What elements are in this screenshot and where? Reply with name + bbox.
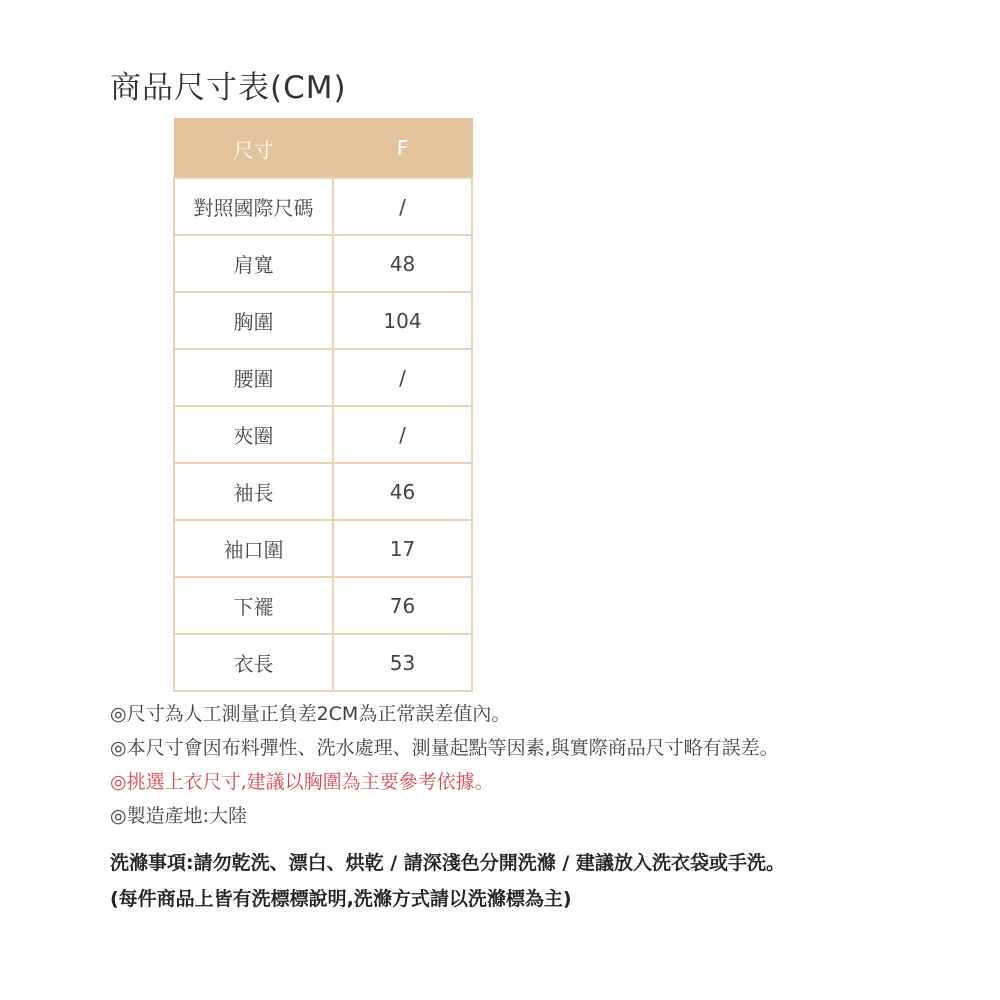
header-f: F bbox=[333, 119, 472, 179]
row-label: 袖長 bbox=[174, 463, 333, 520]
row-value: 48 bbox=[333, 235, 472, 292]
page-title: 商品尺寸表(CM) bbox=[110, 70, 347, 106]
care-section bbox=[110, 845, 990, 917]
table-row bbox=[174, 349, 472, 406]
row-value: / bbox=[333, 349, 472, 406]
row-value: 53 bbox=[333, 634, 472, 691]
row-value: 76 bbox=[333, 577, 472, 634]
note-origin: ◎製造產地:大陸 bbox=[110, 805, 247, 827]
table-row bbox=[174, 292, 472, 349]
row-label: 衣長 bbox=[174, 634, 333, 691]
table-row bbox=[174, 463, 472, 520]
care-instructions: 洗滌事項:請勿乾洗、漂白、烘乾 / 請深淺色分開洗滌 / 建議放入洗衣袋或手洗。 bbox=[110, 852, 785, 874]
row-label: 對照國際尺碼 bbox=[174, 178, 333, 235]
size-table bbox=[173, 118, 473, 692]
table-row bbox=[174, 235, 472, 292]
row-label: 袖口圍 bbox=[174, 520, 333, 577]
row-value: / bbox=[333, 178, 472, 235]
row-label: 胸圍 bbox=[174, 292, 333, 349]
header-size: 尺寸 bbox=[174, 119, 333, 179]
table-row bbox=[174, 406, 472, 463]
row-label: 下襬 bbox=[174, 577, 333, 634]
row-label: 腰圍 bbox=[174, 349, 333, 406]
table-row bbox=[174, 577, 472, 634]
note-fabric-variance: ◎本尺寸會因布料彈性、洗水處理、測量起點等因素,與實際商品尺寸略有誤差。 bbox=[110, 737, 779, 759]
note-size-selection: ◎挑選上衣尺寸,建議以胸圍為主要參考依據。 bbox=[110, 771, 494, 793]
row-label: 肩寬 bbox=[174, 235, 333, 292]
row-value: 17 bbox=[333, 520, 472, 577]
care-label-note: (每件商品上皆有洗標標說明,洗滌方式請以洗滌標為主) bbox=[110, 888, 572, 910]
table-row bbox=[174, 520, 472, 577]
row-label: 夾圈 bbox=[174, 406, 333, 463]
row-value: 46 bbox=[333, 463, 472, 520]
table-row bbox=[174, 634, 472, 691]
table-header-row bbox=[174, 119, 472, 179]
table-row bbox=[174, 178, 472, 235]
row-value: 104 bbox=[333, 292, 472, 349]
notes-section bbox=[110, 697, 990, 833]
row-value: / bbox=[333, 406, 472, 463]
note-measurement-tolerance: ◎尺寸為人工測量正負差2CM為正常誤差值內。 bbox=[110, 703, 511, 725]
